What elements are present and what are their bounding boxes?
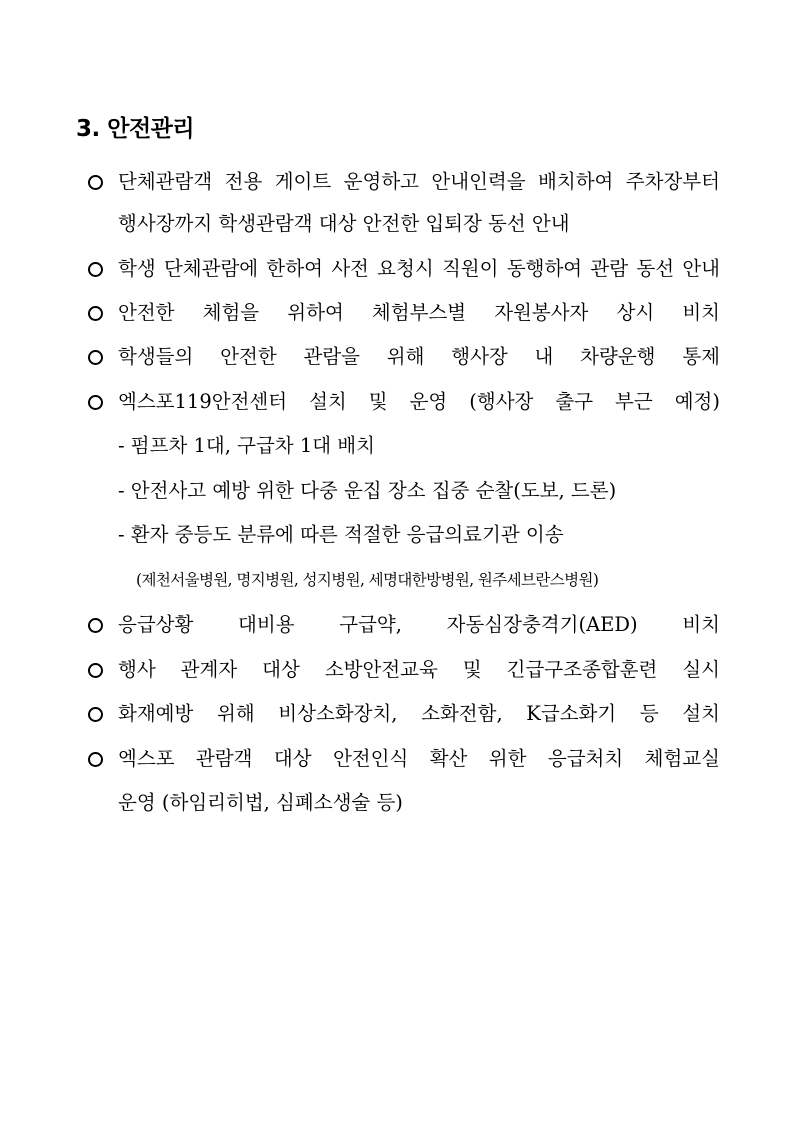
circle-bullet-icon — [88, 696, 106, 732]
circle-bullet-icon — [88, 164, 106, 200]
circle-bullet-icon — [88, 251, 106, 287]
bullet-item-text: 학생들의 안전한 관람을 위해 행사장 내 차량운행 통제 — [118, 345, 720, 368]
bullet-item-continuation: 운영 (하임리히법, 심폐소생술 등) — [118, 791, 403, 814]
bullet-item-text: 응급상황 대비용 구급약, 자동심장충격기(AED) 비치 — [118, 613, 720, 636]
sub-item-text: - 펌프차 1대, 구급차 1대 배치 — [118, 434, 375, 457]
bullet-item-continuation: 행사장까지 학생관람객 대상 안전한 입퇴장 동선 안내 — [118, 212, 570, 235]
sub-item-text: - 환자 중등도 분류에 따른 적절한 응급의료기관 이송 — [118, 523, 564, 546]
bullet-item-text: 행사 관계자 대상 소방안전교육 및 긴급구조종합훈련 실시 — [118, 658, 720, 681]
bullet-item-text: 학생 단체관람에 한하여 사전 요청시 직원이 동행하여 관람 동선 안내 — [118, 257, 720, 280]
circle-bullet-icon — [88, 652, 106, 688]
bullet-item-text: 안전한 체험을 위하여 체험부스별 자원봉사자 상시 비치 — [118, 301, 720, 324]
circle-bullet-icon — [88, 339, 106, 375]
bullet-item-text: 엑스포119안전센터 설치 및 운영 (행사장 출구 부근 예정) — [118, 390, 720, 413]
circle-bullet-icon — [88, 295, 106, 331]
bullet-item-text: 단체관람객 전용 게이트 운영하고 안내인력을 배치하여 주차장부터 — [118, 170, 720, 193]
bullet-item-text: 엑스포 관람객 대상 안전인식 확산 위한 응급처치 체험교실 — [118, 747, 720, 770]
hospital-list-text: (제천서울병원, 명지병원, 성지병원, 세명대한방병원, 원주세브란스병원) — [136, 571, 599, 589]
circle-bullet-icon — [88, 607, 106, 643]
circle-bullet-icon — [88, 384, 106, 420]
bullet-item-text: 화재예방 위해 비상소화장치, 소화전함, K급소화기 등 설치 — [118, 702, 720, 725]
section-heading: 3. 안전관리 — [76, 116, 195, 142]
circle-bullet-icon — [88, 741, 106, 777]
sub-item-text: - 안전사고 예방 위한 다중 운집 장소 집중 순찰(도보, 드론) — [118, 479, 617, 502]
